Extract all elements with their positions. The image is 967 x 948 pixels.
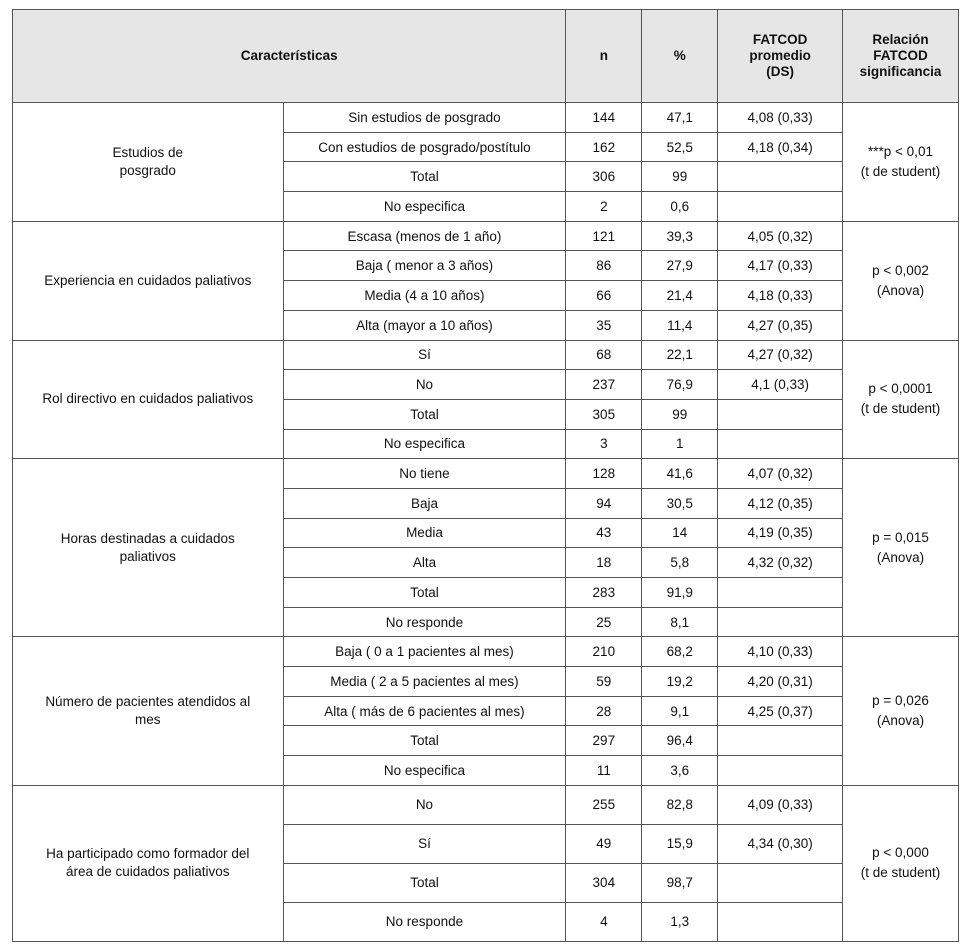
fatcod-cell: [718, 399, 843, 429]
n-cell: 49: [566, 824, 642, 863]
subcategory-cell: Escasa (menos de 1 año): [283, 221, 566, 251]
fatcod-cell: [718, 726, 843, 756]
fatcod-cell: [718, 607, 843, 637]
percent-cell: 91,9: [642, 578, 718, 608]
n-cell: 66: [566, 281, 642, 311]
fatcod-cell: [718, 429, 843, 459]
n-cell: 210: [566, 637, 642, 667]
n-cell: 255: [566, 785, 642, 824]
subcategory-cell: Total: [283, 578, 566, 608]
significance-cell: p < 0,000 (t de student): [843, 785, 959, 941]
fatcod-cell: 4,10 (0,33): [718, 637, 843, 667]
header-row: [13, 10, 959, 103]
percent-cell: 82,8: [642, 785, 718, 824]
group-label: Horas destinadas a cuidados paliativos: [13, 459, 284, 637]
fatcod-cell: 4,05 (0,32): [718, 221, 843, 251]
group-label: Experiencia en cuidados paliativos: [13, 221, 284, 340]
subcategory-cell: No responde: [283, 902, 566, 941]
n-cell: 18: [566, 548, 642, 578]
n-cell: 86: [566, 251, 642, 281]
fatcod-cell: [718, 162, 843, 192]
header-n: n: [566, 10, 642, 103]
subcategory-cell: Baja ( menor a 3 años): [283, 251, 566, 281]
fatcod-cell: 4,27 (0,35): [718, 310, 843, 340]
table-row: [13, 459, 959, 489]
n-cell: 43: [566, 518, 642, 548]
n-cell: 297: [566, 726, 642, 756]
percent-cell: 8,1: [642, 607, 718, 637]
n-cell: 237: [566, 370, 642, 400]
table-row: [13, 340, 959, 370]
header-fatcod: FATCOD promedio (DS): [718, 10, 843, 103]
significance-cell: ***p < 0,01 (t de student): [843, 103, 959, 222]
n-cell: 162: [566, 132, 642, 162]
n-cell: 25: [566, 607, 642, 637]
percent-cell: 76,9: [642, 370, 718, 400]
subcategory-cell: Con estudios de posgrado/postítulo: [283, 132, 566, 162]
percent-cell: 41,6: [642, 459, 718, 489]
percent-cell: 27,9: [642, 251, 718, 281]
fatcod-cell: 4,18 (0,33): [718, 281, 843, 311]
n-cell: 305: [566, 399, 642, 429]
significance-cell: p = 0,015 (Anova): [843, 459, 959, 637]
n-cell: 11: [566, 756, 642, 786]
percent-cell: 68,2: [642, 637, 718, 667]
percent-cell: 47,1: [642, 103, 718, 133]
fatcod-cell: [718, 902, 843, 941]
subcategory-cell: Total: [283, 863, 566, 902]
percent-cell: 22,1: [642, 340, 718, 370]
subcategory-cell: Media ( 2 a 5 pacientes al mes): [283, 667, 566, 697]
header-percent: %: [642, 10, 718, 103]
n-cell: 4: [566, 902, 642, 941]
results-table: [12, 9, 959, 942]
fatcod-cell: [718, 863, 843, 902]
table-body: [13, 103, 959, 942]
subcategory-cell: Sí: [283, 824, 566, 863]
group-label: Estudios de posgrado: [13, 103, 284, 222]
group-label: Número de pacientes atendidos al mes: [13, 637, 284, 785]
subcategory-cell: No tiene: [283, 459, 566, 489]
subcategory-cell: Alta (mayor a 10 años): [283, 310, 566, 340]
significance-cell: p < 0,002 (Anova): [843, 221, 959, 340]
fatcod-cell: [718, 756, 843, 786]
subcategory-cell: Total: [283, 726, 566, 756]
fatcod-cell: 4,07 (0,32): [718, 459, 843, 489]
subcategory-cell: Sin estudios de posgrado: [283, 103, 566, 133]
fatcod-cell: 4,32 (0,32): [718, 548, 843, 578]
table-row: [13, 637, 959, 667]
header-relacion: Relación FATCOD significancia: [843, 10, 959, 103]
fatcod-cell: [718, 192, 843, 222]
table-row: [13, 221, 959, 251]
table-row: [13, 785, 959, 824]
subcategory-cell: Baja: [283, 488, 566, 518]
percent-cell: 21,4: [642, 281, 718, 311]
n-cell: 283: [566, 578, 642, 608]
n-cell: 35: [566, 310, 642, 340]
subcategory-cell: No especifica: [283, 429, 566, 459]
fatcod-cell: [718, 578, 843, 608]
fatcod-cell: 4,1 (0,33): [718, 370, 843, 400]
n-cell: 94: [566, 488, 642, 518]
subcategory-cell: Sí: [283, 340, 566, 370]
subcategory-cell: No especifica: [283, 192, 566, 222]
n-cell: 28: [566, 696, 642, 726]
significance-cell: p < 0,0001 (t de student): [843, 340, 959, 459]
fatcod-cell: 4,25 (0,37): [718, 696, 843, 726]
percent-cell: 19,2: [642, 667, 718, 697]
percent-cell: 99: [642, 399, 718, 429]
percent-cell: 30,5: [642, 488, 718, 518]
percent-cell: 98,7: [642, 863, 718, 902]
subcategory-cell: Total: [283, 162, 566, 192]
n-cell: 59: [566, 667, 642, 697]
subcategory-cell: Media (4 a 10 años): [283, 281, 566, 311]
fatcod-cell: 4,12 (0,35): [718, 488, 843, 518]
fatcod-cell: 4,19 (0,35): [718, 518, 843, 548]
percent-cell: 0,6: [642, 192, 718, 222]
group-label: Rol directivo en cuidados paliativos: [13, 340, 284, 459]
percent-cell: 52,5: [642, 132, 718, 162]
percent-cell: 11,4: [642, 310, 718, 340]
subcategory-cell: Alta ( más de 6 pacientes al mes): [283, 696, 566, 726]
n-cell: 128: [566, 459, 642, 489]
percent-cell: 3,6: [642, 756, 718, 786]
subcategory-cell: Media: [283, 518, 566, 548]
table-row: [13, 103, 959, 133]
subcategory-cell: Baja ( 0 a 1 pacientes al mes): [283, 637, 566, 667]
fatcod-cell: 4,08 (0,33): [718, 103, 843, 133]
percent-cell: 99: [642, 162, 718, 192]
n-cell: 3: [566, 429, 642, 459]
fatcod-cell: 4,18 (0,34): [718, 132, 843, 162]
fatcod-cell: 4,09 (0,33): [718, 785, 843, 824]
fatcod-cell: 4,34 (0,30): [718, 824, 843, 863]
percent-cell: 96,4: [642, 726, 718, 756]
percent-cell: 1,3: [642, 902, 718, 941]
percent-cell: 5,8: [642, 548, 718, 578]
percent-cell: 14: [642, 518, 718, 548]
subcategory-cell: No especifica: [283, 756, 566, 786]
subcategory-cell: No: [283, 370, 566, 400]
n-cell: 2: [566, 192, 642, 222]
subcategory-cell: No: [283, 785, 566, 824]
fatcod-cell: 4,17 (0,33): [718, 251, 843, 281]
fatcod-cell: 4,27 (0,32): [718, 340, 843, 370]
percent-cell: 9,1: [642, 696, 718, 726]
percent-cell: 15,9: [642, 824, 718, 863]
n-cell: 121: [566, 221, 642, 251]
n-cell: 144: [566, 103, 642, 133]
header-caracteristicas: Características: [13, 10, 566, 103]
group-label: Ha participado como formador del área de cuidados paliativos: [13, 785, 284, 941]
subcategory-cell: No responde: [283, 607, 566, 637]
n-cell: 306: [566, 162, 642, 192]
subcategory-cell: Total: [283, 399, 566, 429]
n-cell: 304: [566, 863, 642, 902]
fatcod-cell: 4,20 (0,31): [718, 667, 843, 697]
n-cell: 68: [566, 340, 642, 370]
significance-cell: p = 0,026 (Anova): [843, 637, 959, 785]
subcategory-cell: Alta: [283, 548, 566, 578]
percent-cell: 39,3: [642, 221, 718, 251]
percent-cell: 1: [642, 429, 718, 459]
